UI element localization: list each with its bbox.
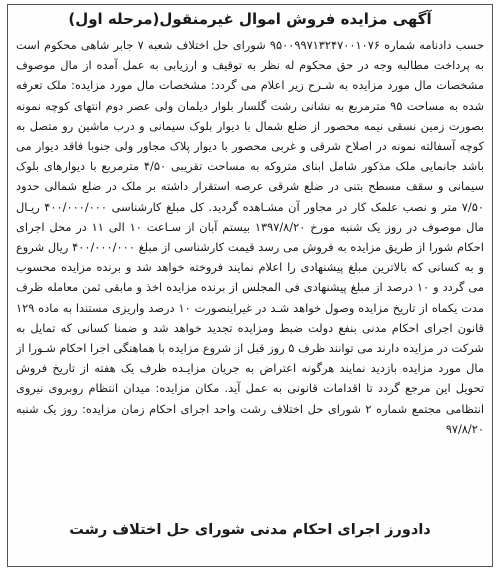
notice-body: حسب دادنامه شماره ۹۵۰۰۹۹۷۱۳۲۴۷۰۰۱۰۷۶ شورای حل اختلاف شعبه ۷ جابر شاهی محکوم است به پرداخت مطالبه وجه در حق محکوم له نظر به توقیف و ارزیابی به عمل آمده از مال موصوف مشخصات مال مورد مزایده به شـرح زیر اعلام می گردد: مشخصات مال مورد مزایده: ملک تعرفه شده به مساحت ۹۵ مترمربع به نشانی رشت گلسار بلوار دیلمان ولی عصر دوم انتهای کوچه نمونه بصورت زمین نسقی نیمه محصور از ضلع شمال با دیوار بلوک سیمانی و درب ماشین رو متصل به کوچه آسفالته نمونه در اصلاح شرقی و غربی محصور با دیوار پلاک مجاور ولی جنوبا فاقد دیوار می باشد جانمایی ملک مذکور شامل ابنای متروکه به مساحت تقریبی ۴/۵۰ مترمربع با دیوارهای بلوک سیمانی و سقف مسطح بتنی در ضلع شرقی عرصه استقرار داشته بر ملک در ضلع شمالی حدود ۷/۵۰ متر و نصب علمک کار در مجاور آن مشـاهده گردید. کل مبلغ کارشناسی ۴۰۰/۰۰۰/۰۰۰ ریـال مال موصوف در روز یک شنبه مورخ ۱۳۹۷/۸/۲۰ بیستم آبان از سـاعت ۱۰ الی ۱۱ در محل اجرای احکام شورا از طریق مزایده به فروش می رسد قیمت کارشناسی از مبلغ ۴۰۰/۰۰۰/۰۰۰ ریال شروع و به کسانی که بالاترین مبلغ پیشنهادی را اعلام نمایند فروخته خواهد شد و برنده مزایده محسوب می گردد و ۱۰ درصد از مبلغ پیشنهادی فی المجلس از برنده مزایده اخذ و مابقی ثمن معامله ظرف مدت یکماه از تاریخ مزایده وصول خواهد شـد در غیراینصورت ۱۰ درصد واریزی مستندا به ماده ۱۲۹ قانون اجرای احکام مدنی بنفع دولت ضبط ومزایده تجدید خواهد شد و ضمنا کسانی که تمایل به شرکت در مزایده دارند می توانند ظرف ۵ روز قبل از شروع مزایده با هماهنگی اجرا احکام شـورا از مال مورد مزایده بازدید نمایند هرگونه اعتراض به جریان مزایـده ظرف یک هفته از تاریخ فروش تحویل این مرجع گردد تا اقدامات قانونی به عمل آید. مکان مزایده: میدان انتظام روبروی نیروی انتظامی مجتمع شماره ۲ شورای حل اختلاف رشت واحد اجرای احکام زمان مزایده: روز یک شنبه ۹۷/۸/۲۰ — [16, 38, 484, 436]
notice-signature: دادورز اجرای احکام مدنی شورای حل اختلاف رشت — [69, 522, 431, 538]
notice-title: آگهی مزایده فروش اموال غیرمنقول(مرحله اول) — [68, 10, 432, 28]
notice-frame — [7, 4, 493, 567]
